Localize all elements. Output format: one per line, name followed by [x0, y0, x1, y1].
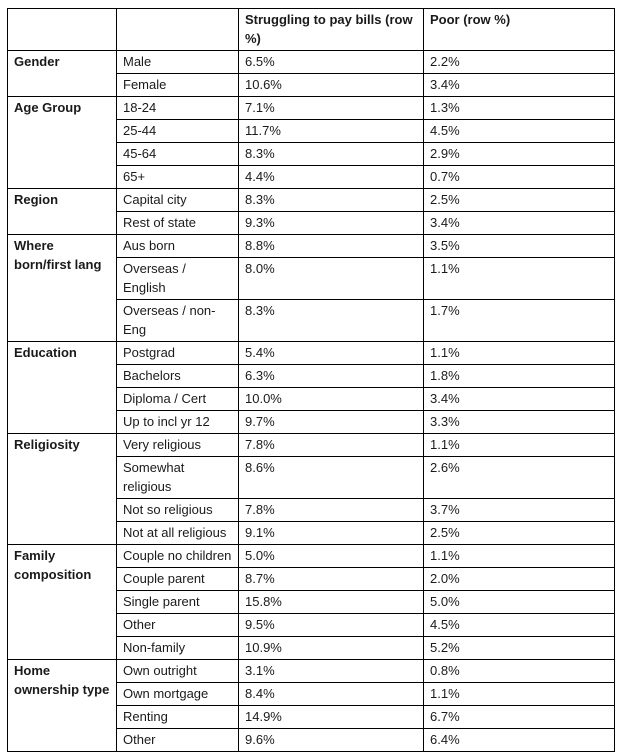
- struggling-value-cell: 14.9%: [239, 706, 424, 729]
- struggling-value-cell: 8.0%: [239, 258, 424, 300]
- category-cell: Family composition: [8, 545, 117, 660]
- poor-value-cell: 2.0%: [424, 568, 615, 591]
- subcategory-cell: 45-64: [117, 143, 239, 166]
- struggling-value-cell: 8.3%: [239, 300, 424, 342]
- subcategory-cell: Capital city: [117, 189, 239, 212]
- poor-value-cell: 1.8%: [424, 365, 615, 388]
- poor-value-cell: 2.5%: [424, 189, 615, 212]
- subcategory-cell: Postgrad: [117, 342, 239, 365]
- poor-value-cell: 0.7%: [424, 166, 615, 189]
- struggling-value-cell: 7.8%: [239, 499, 424, 522]
- struggling-value-cell: 5.4%: [239, 342, 424, 365]
- subcategory-cell: Couple parent: [117, 568, 239, 591]
- subcategory-cell: Renting: [117, 706, 239, 729]
- table-row: [8, 51, 615, 74]
- subcategory-cell: Aus born: [117, 235, 239, 258]
- poor-value-cell: 6.7%: [424, 706, 615, 729]
- struggling-value-cell: 8.4%: [239, 683, 424, 706]
- struggling-value-cell: 10.0%: [239, 388, 424, 411]
- poor-value-cell: 1.1%: [424, 683, 615, 706]
- poor-value-cell: 2.5%: [424, 522, 615, 545]
- poor-value-cell: 6.4%: [424, 729, 615, 752]
- subcategory-cell: Other: [117, 614, 239, 637]
- poor-value-cell: 3.3%: [424, 411, 615, 434]
- category-cell: Gender: [8, 51, 117, 97]
- poor-value-cell: 3.4%: [424, 212, 615, 235]
- poor-value-cell: 4.5%: [424, 120, 615, 143]
- struggling-value-cell: 7.8%: [239, 434, 424, 457]
- table-body: [8, 51, 615, 752]
- struggling-value-cell: 7.1%: [239, 97, 424, 120]
- struggling-value-cell: 8.6%: [239, 457, 424, 499]
- poor-value-cell: 1.1%: [424, 342, 615, 365]
- table-row: [8, 434, 615, 457]
- struggling-value-cell: 8.3%: [239, 143, 424, 166]
- header-row: [8, 9, 615, 51]
- struggling-value-cell: 8.8%: [239, 235, 424, 258]
- poor-value-cell: 1.1%: [424, 434, 615, 457]
- category-cell: Region: [8, 189, 117, 235]
- struggling-value-cell: 10.9%: [239, 637, 424, 660]
- struggling-value-cell: 9.6%: [239, 729, 424, 752]
- table-row: [8, 342, 615, 365]
- subcategory-cell: Diploma / Cert: [117, 388, 239, 411]
- struggling-value-cell: 11.7%: [239, 120, 424, 143]
- struggling-value-cell: 3.1%: [239, 660, 424, 683]
- struggling-value-cell: 9.5%: [239, 614, 424, 637]
- struggling-value-cell: 8.7%: [239, 568, 424, 591]
- subcategory-cell: Overseas / English: [117, 258, 239, 300]
- poor-value-cell: 5.0%: [424, 591, 615, 614]
- poor-value-cell: 4.5%: [424, 614, 615, 637]
- struggling-value-cell: 9.7%: [239, 411, 424, 434]
- struggling-value-cell: 9.1%: [239, 522, 424, 545]
- category-cell: Age Group: [8, 97, 117, 189]
- subcategory-cell: Very religious: [117, 434, 239, 457]
- category-cell: Home ownership type: [8, 660, 117, 752]
- poor-value-cell: 3.4%: [424, 74, 615, 97]
- subcategory-cell: Not so religious: [117, 499, 239, 522]
- header-cell-struggling: Struggling to pay bills (row %): [239, 9, 424, 51]
- struggling-value-cell: 15.8%: [239, 591, 424, 614]
- subcategory-cell: Couple no children: [117, 545, 239, 568]
- poor-value-cell: 0.8%: [424, 660, 615, 683]
- poor-value-cell: 5.2%: [424, 637, 615, 660]
- subcategory-cell: Somewhat religious: [117, 457, 239, 499]
- table-row: [8, 235, 615, 258]
- poor-value-cell: 2.9%: [424, 143, 615, 166]
- header-cell-poor: Poor (row %): [424, 9, 615, 51]
- table-row: [8, 660, 615, 683]
- poor-value-cell: 3.5%: [424, 235, 615, 258]
- subcategory-cell: Not at all religious: [117, 522, 239, 545]
- struggling-value-cell: 6.3%: [239, 365, 424, 388]
- table-row: [8, 97, 615, 120]
- struggling-value-cell: 5.0%: [239, 545, 424, 568]
- poor-value-cell: 1.1%: [424, 545, 615, 568]
- subcategory-cell: Own mortgage: [117, 683, 239, 706]
- struggling-value-cell: 8.3%: [239, 189, 424, 212]
- table-row: [8, 189, 615, 212]
- subcategory-cell: Male: [117, 51, 239, 74]
- category-cell: Religiosity: [8, 434, 117, 545]
- poor-value-cell: 1.3%: [424, 97, 615, 120]
- subcategory-cell: 25-44: [117, 120, 239, 143]
- subcategory-cell: 65+: [117, 166, 239, 189]
- table-row: [8, 545, 615, 568]
- poor-value-cell: 2.6%: [424, 457, 615, 499]
- poor-value-cell: 1.1%: [424, 258, 615, 300]
- subcategory-cell: Other: [117, 729, 239, 752]
- struggling-value-cell: 10.6%: [239, 74, 424, 97]
- subcategory-cell: Up to incl yr 12: [117, 411, 239, 434]
- poor-value-cell: 3.7%: [424, 499, 615, 522]
- subcategory-cell: 18-24: [117, 97, 239, 120]
- subcategory-cell: Own outright: [117, 660, 239, 683]
- header-cell-category: [8, 9, 117, 51]
- category-cell: Where born/first lang: [8, 235, 117, 342]
- header-cell-subcategory: [117, 9, 239, 51]
- crosstab-table: [7, 8, 615, 752]
- subcategory-cell: Female: [117, 74, 239, 97]
- struggling-value-cell: 4.4%: [239, 166, 424, 189]
- subcategory-cell: Bachelors: [117, 365, 239, 388]
- struggling-value-cell: 9.3%: [239, 212, 424, 235]
- subcategory-cell: Overseas / non-Eng: [117, 300, 239, 342]
- struggling-value-cell: 6.5%: [239, 51, 424, 74]
- poor-value-cell: 1.7%: [424, 300, 615, 342]
- category-cell: Education: [8, 342, 117, 434]
- subcategory-cell: Rest of state: [117, 212, 239, 235]
- poor-value-cell: 3.4%: [424, 388, 615, 411]
- subcategory-cell: Non-family: [117, 637, 239, 660]
- subcategory-cell: Single parent: [117, 591, 239, 614]
- poor-value-cell: 2.2%: [424, 51, 615, 74]
